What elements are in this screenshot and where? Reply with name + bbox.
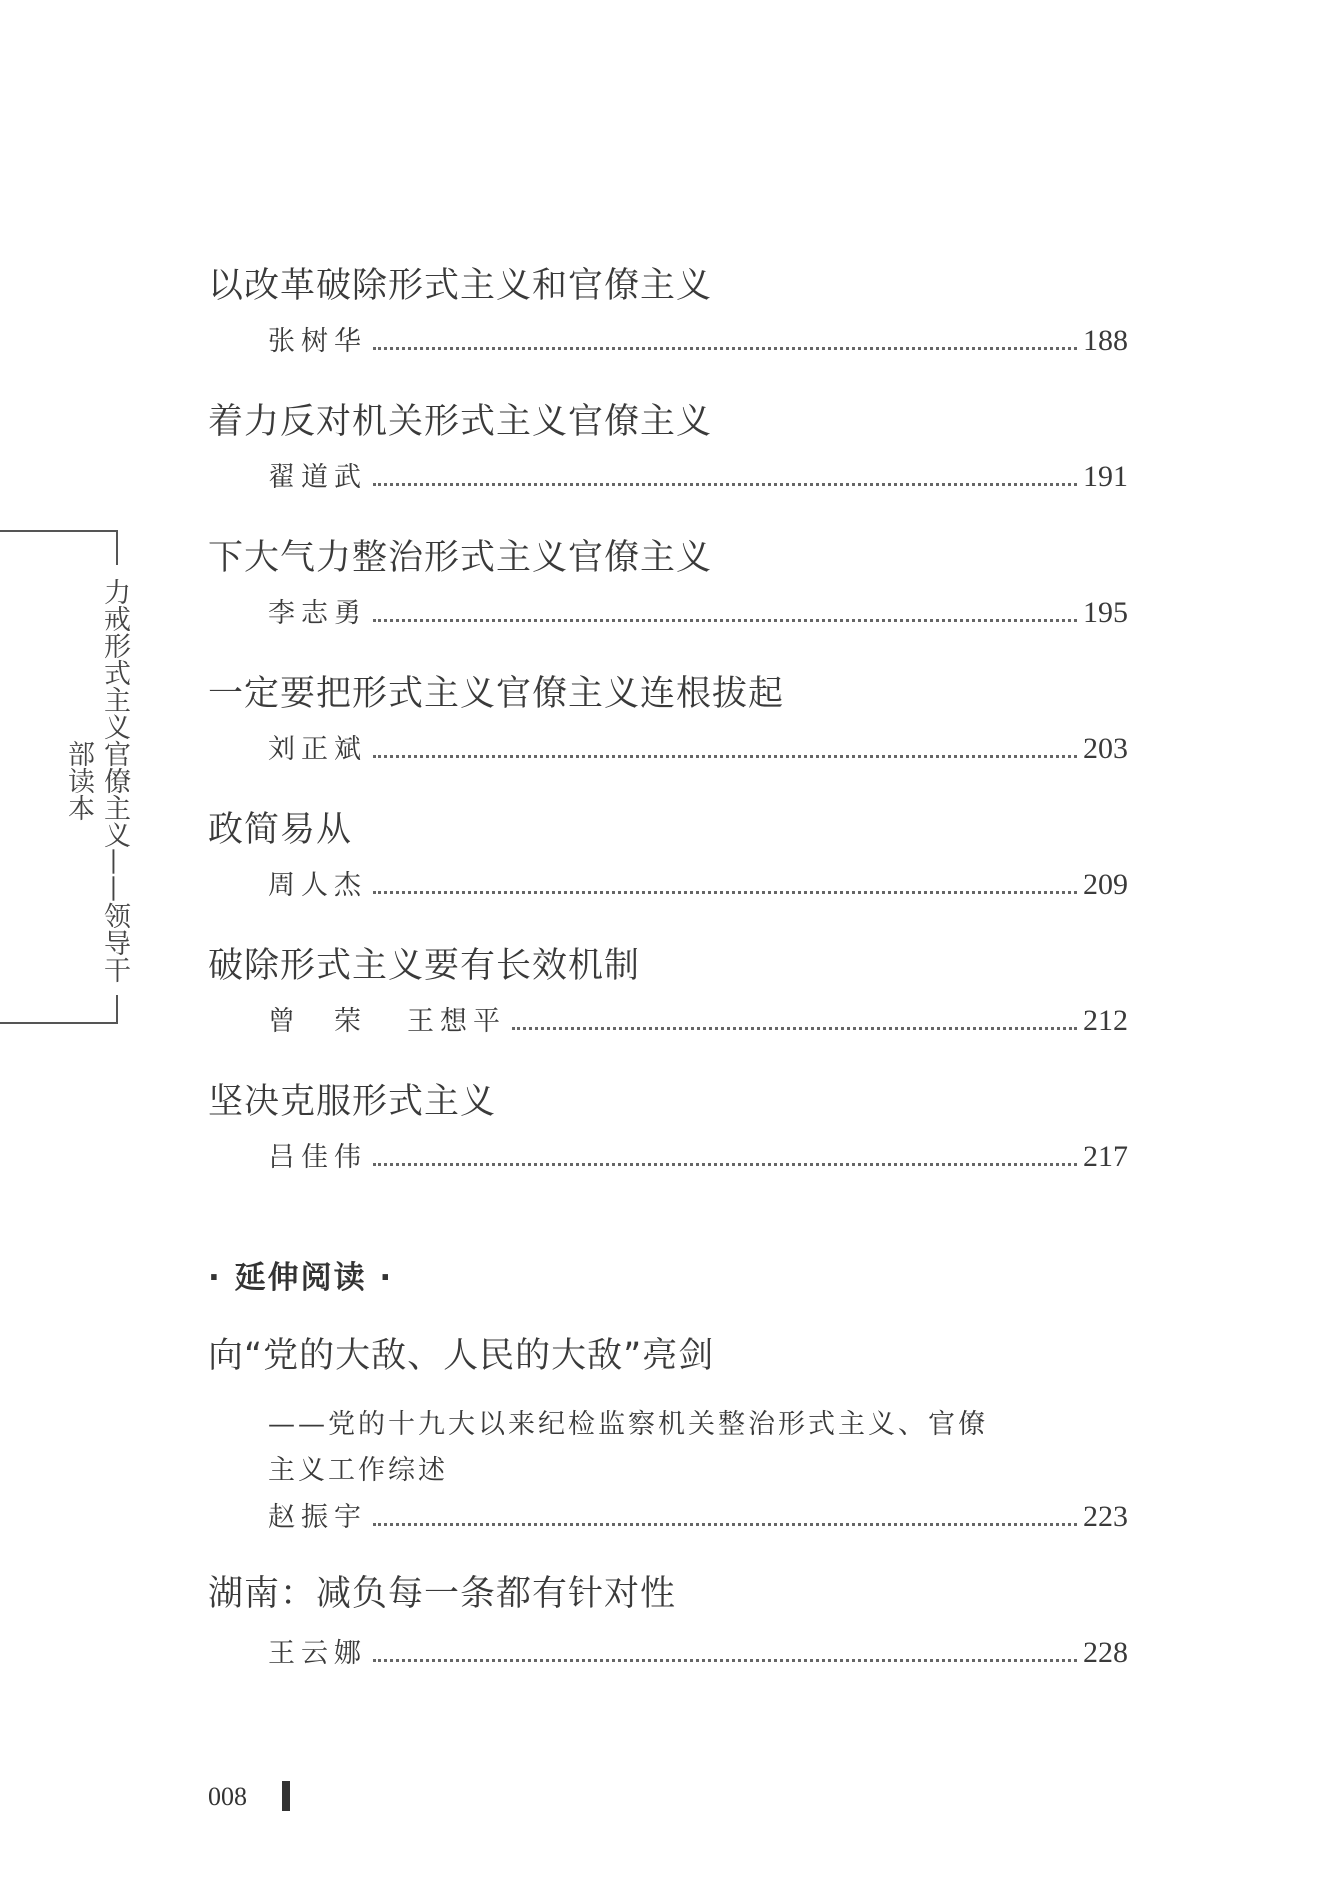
toc-entry-title[interactable]: 向“党的大敌、人民的大敌”亮剑 [208, 1336, 715, 1376]
toc-entry-line[interactable] [268, 998, 1128, 1038]
dot-leader [373, 483, 1077, 486]
folio-bar [282, 1781, 290, 1811]
toc-entry-subtitle: 主义工作综述 [268, 1455, 448, 1486]
dot-leader [512, 1027, 1077, 1030]
page-number: 008 [208, 1782, 247, 1811]
dot-leader [373, 891, 1077, 894]
toc-entry-line[interactable] [268, 454, 1128, 494]
side-tab-title: 力戒形式主义官僚主义——领导干部读本 [96, 565, 132, 995]
toc-entry-line[interactable] [268, 862, 1128, 902]
toc-entry-line[interactable] [268, 1134, 1128, 1174]
toc-entry-page: 191 [1083, 460, 1128, 493]
toc-entry-line[interactable] [268, 1494, 1128, 1534]
toc-entry-page: 188 [1083, 324, 1128, 357]
toc-entry-page: 228 [1083, 1636, 1128, 1669]
toc-entry-page: 212 [1083, 1004, 1128, 1037]
dot-leader [373, 1163, 1077, 1166]
toc-entry-author: 吕佳伟 [268, 1142, 367, 1173]
dot-leader [373, 1659, 1077, 1662]
toc-entry-author-a: 曾 荣 [268, 1006, 367, 1037]
section-heading: · 延伸阅读 · [208, 1260, 394, 1296]
toc-entry-title[interactable]: 以改革破除形式主义和官僚主义 [208, 266, 713, 306]
toc-entry-author: 王云娜 [268, 1638, 367, 1669]
toc-entry-title[interactable]: 湖南：减负每一条都有针对性 [208, 1574, 677, 1614]
dot-leader [373, 1523, 1077, 1526]
toc-entry-author: 张树华 [268, 326, 367, 357]
toc-entry-page: 209 [1083, 868, 1128, 901]
toc-entry-title[interactable]: 政简易从 [208, 810, 353, 850]
dot-leader [373, 755, 1077, 758]
toc-entry-line[interactable] [268, 726, 1128, 766]
toc-entry-author [268, 999, 506, 1038]
toc-entry-page: 217 [1083, 1140, 1128, 1173]
toc-entry-page: 203 [1083, 732, 1128, 765]
toc-entry-author: 赵振宇 [268, 1502, 367, 1533]
toc-entry-title[interactable]: 着力反对机关形式主义官僚主义 [208, 402, 713, 442]
toc-entry-author: 翟道武 [268, 462, 367, 493]
toc-entry-page: 195 [1083, 596, 1128, 629]
toc-entry-title[interactable]: 一定要把形式主义官僚主义连根拔起 [208, 674, 785, 714]
toc-entry-line[interactable] [268, 1630, 1128, 1670]
toc-entry-line[interactable] [268, 318, 1128, 358]
dot-leader [373, 347, 1077, 350]
toc-entry-title[interactable]: 下大气力整治形式主义官僚主义 [208, 538, 713, 578]
toc-entry-title[interactable]: 破除形式主义要有长效机制 [208, 946, 641, 986]
toc-entry-author: 刘正斌 [268, 734, 367, 765]
dot-leader [373, 619, 1077, 622]
toc-entry-line[interactable] [268, 590, 1128, 630]
toc-entry-title[interactable]: 坚决克服形式主义 [208, 1082, 497, 1122]
toc-entry-subtitle: ——党的十九大以来纪检监察机关整治形式主义、官僚 [268, 1409, 988, 1440]
toc-entry-author: 李志勇 [268, 598, 367, 629]
toc-entry-page: 223 [1083, 1500, 1128, 1533]
toc-entry-author: 周人杰 [268, 870, 367, 901]
toc-entry-author-b: 王想平 [407, 1006, 506, 1037]
